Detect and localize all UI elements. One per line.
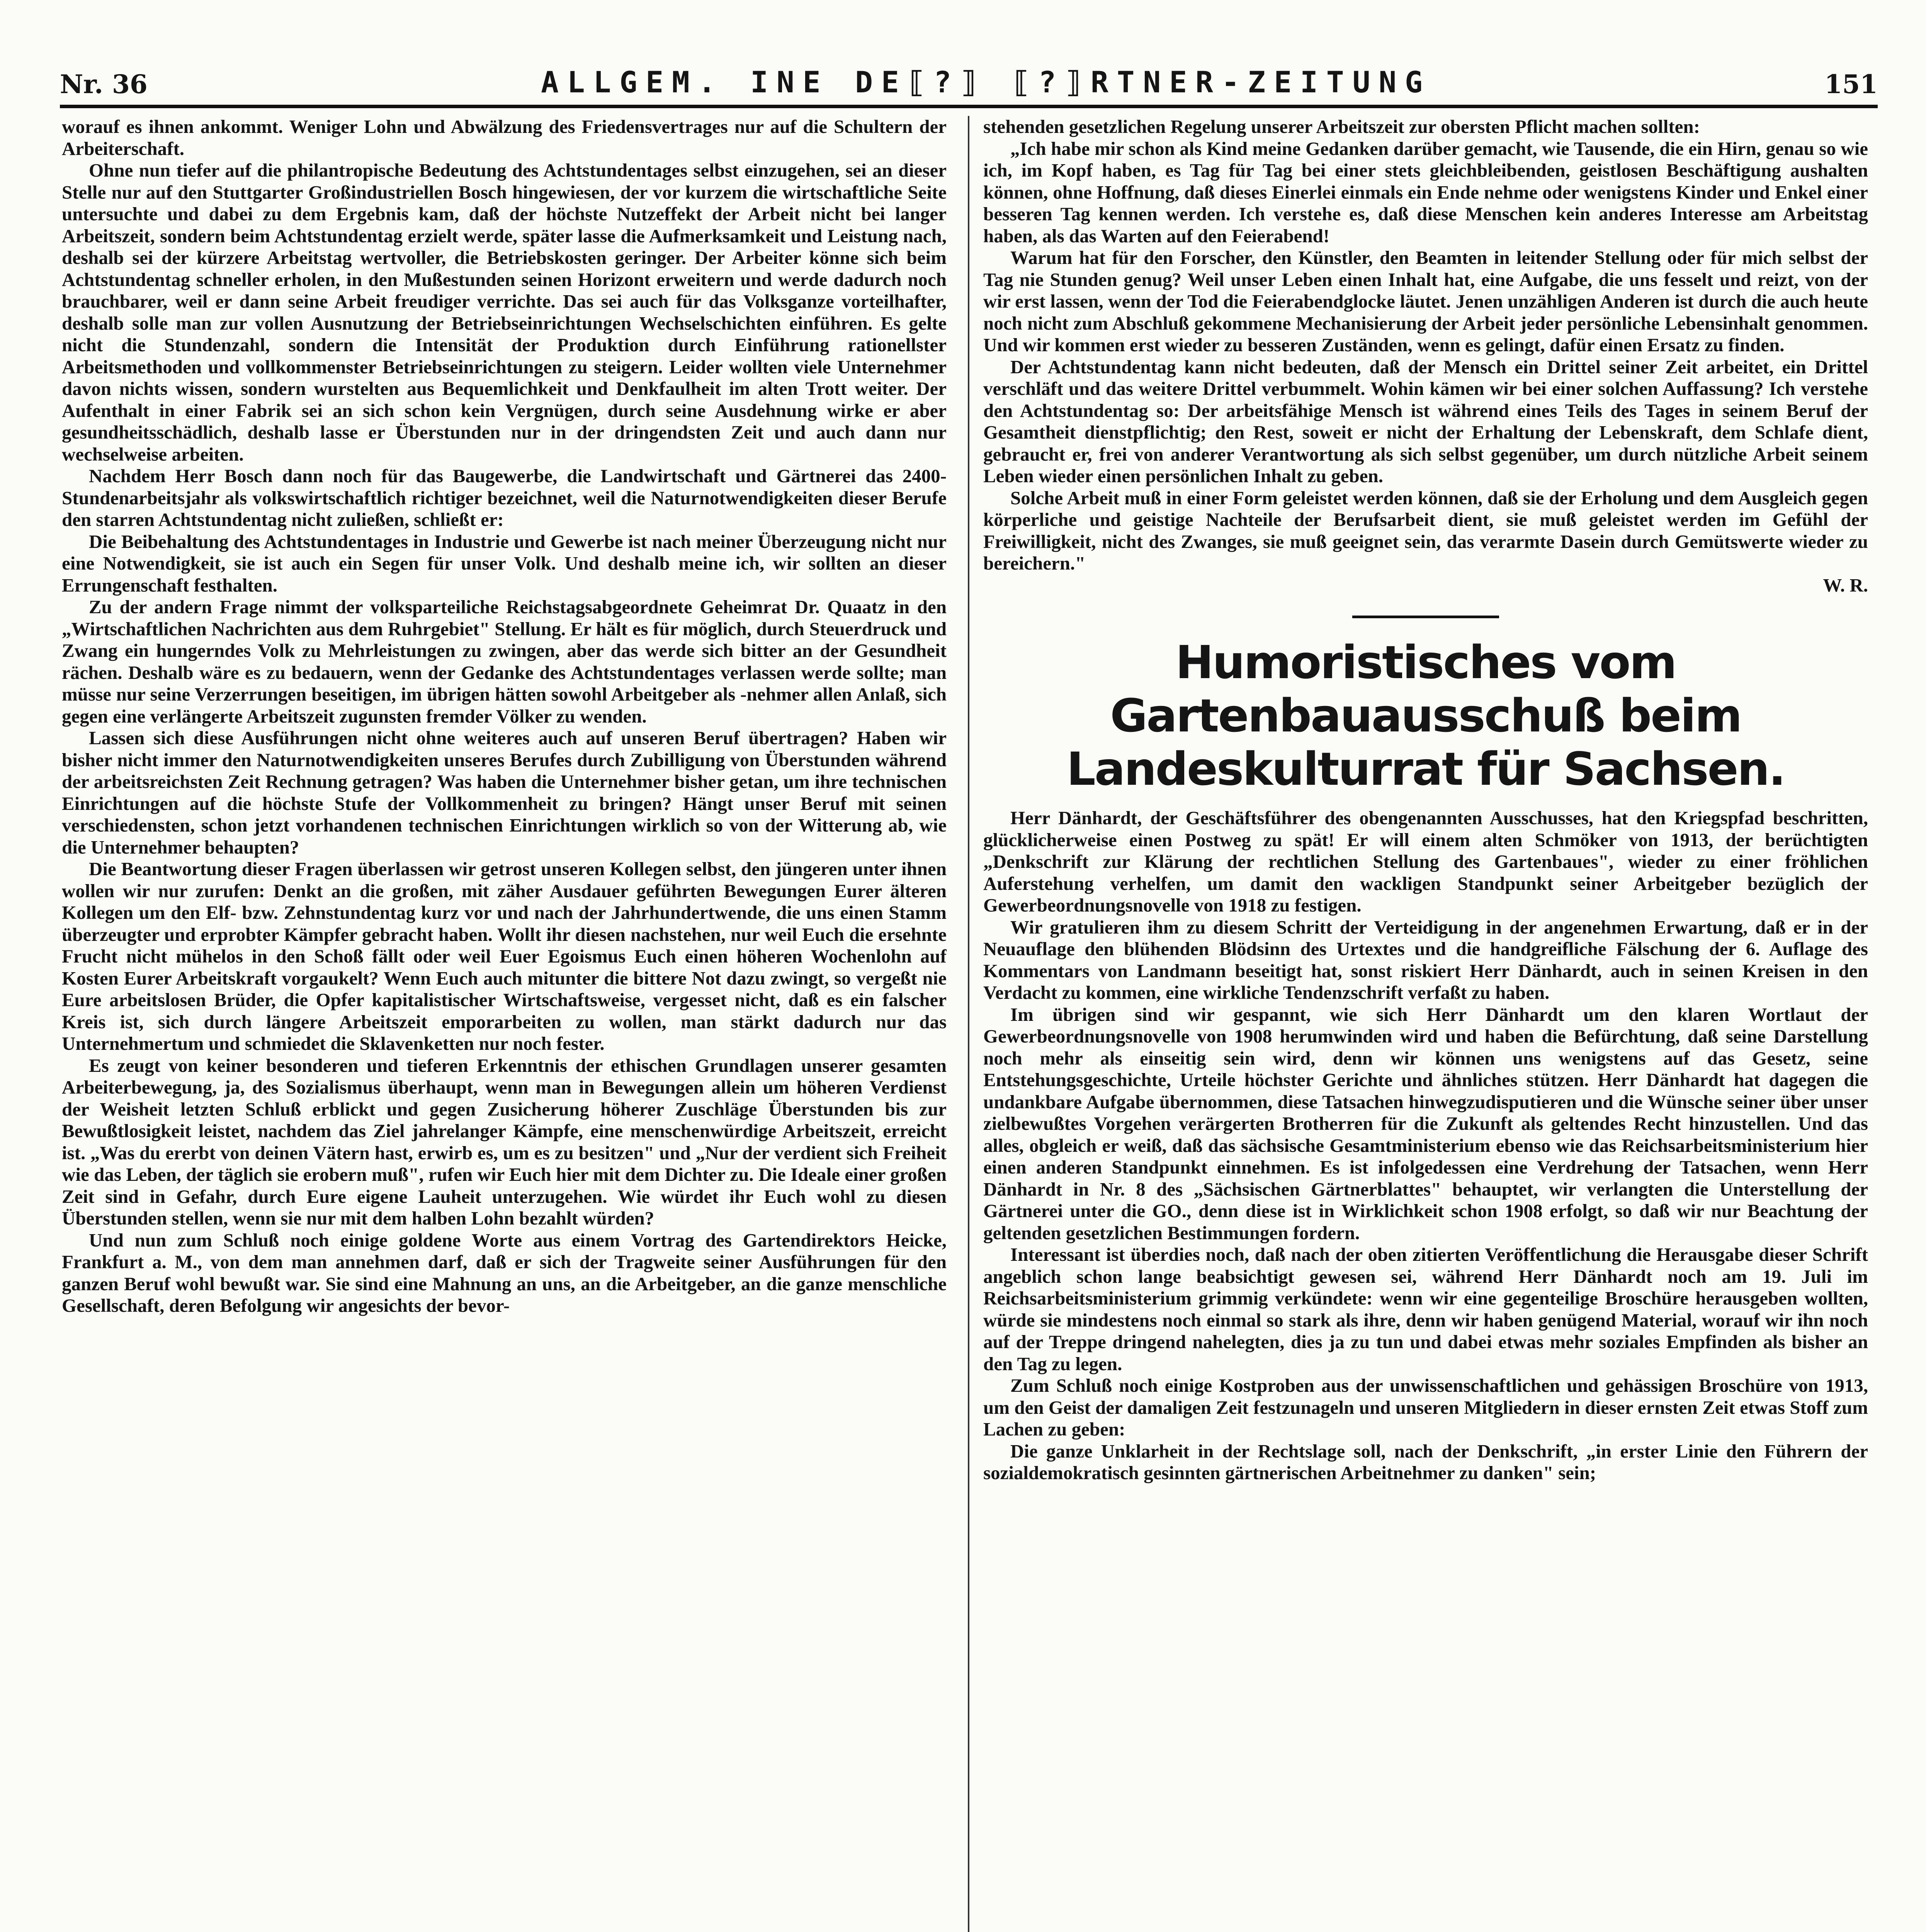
paragraph: Die Beantwortung dieser Fragen überlassen wir getrost unseren Kollegen selbst, den jüngeren unter ihnen wollen wir nur zurufen: Denkt an die großen, mit zäher Ausdauer geführten Bewegungen Eurer älteren Kollegen um den Elf- bzw. Zehnstundentag kurz vor und nach der Jahrhundertwende, die uns einen Stamm überzeugter und erprobter Kämpfer gebracht haben. Wollt ihr diesen nachstehen, nur weil Euch die ersehnte Frucht nicht mühelos in den Schoß fällt oder weil Euer Egoismus Euch einen höheren Wochenlohn auf Kosten Eurer Arbeitskraft vorgaukelt? Wenn Euch auch mitunter die bittere Not dazu zwingt, so vergeßt nie Eure arbeitslosen Brüder, die Opfer kapitalistischer Wirtschaftsweise, vergesset nicht, daß es ein falscher Kreis ist, sich durch längere Arbeitszeit emporarbeiten zu wollen, man stärkt dadurch nur das Unternehmertum und schmiedet die Sklavenketten nur noch fester.	[62, 858, 947, 1054]
section-rule	[1352, 616, 1499, 618]
quote-paragraph: Der Achtstundentag kann nicht bedeuten, daß der Mensch ein Drittel seiner Zeit arbeitet, ein Drittel verschläft und das weitere Drittel verbummelt. Wohin kämen wir bei einer solchen Auffassung? Ich verstehe den Achtstundentag so: Der arbeitsfähige Mensch ist während eines Teils des Tages in seinem Beruf der Gesamtheit dienstpflichtig; den Rest, soweit er nicht der Erhaltung der Lebenskraft, dem Schlafe dient, gebraucht er, frei von anderer Verantwortung als sich selbst gegenüber, um durch nützliche Arbeit seinem Leben wieder einen persönlichen Inhalt zu geben.	[983, 356, 1868, 486]
column-divider	[968, 116, 969, 1932]
paragraph: stehenden gesetzlichen Regelung unserer Arbeitszeit zur obersten Pflicht machen sollten:	[983, 116, 1700, 137]
issue-number: Nr. 36	[60, 69, 148, 99]
paragraph: Interessant ist überdies noch, daß nach der oben zitierten Veröffentlichung die Herausgabe dieser Schrift angeblich schon lange beabsichtigt gewesen sei, während Herr Dänhardt noch am 19. Juli im Reichsarbeitsministerium grimmig verkündete: wenn wir eine gegenteilige Broschüre herausgeben wollten, würde sie mindestens noch einmal so stark als ihre, denn wir haben genügend Material, worauf wir ihn noch auf der Treppe dringend nahelegten, dies ja zu tun und dabei etwas mehr soziales Empfinden als bisher an den Tag zu legen.	[983, 1244, 1868, 1374]
paragraph: Herr Dänhardt, der Geschäftsführer des obengenannten Ausschusses, hat den Kriegspfad beschritten, glücklicherweise einen Postweg zu spät! Er will einem alten Schmöker von 1913, der berüchtigten „Denkschrift zur Klärung der rechtlichen Stellung des Gartenbaues", wieder zu einer fröhlichen Auferstehung verhelfen, um damit den wackligen Standpunkt seiner Arbeitgeber bezüglich der Gewerbeordnungsnovelle von 1918 zu festigen.	[983, 807, 1868, 916]
headline-line-2: Landeskulturrat für Sachsen.	[1066, 742, 1785, 796]
page-number: 151	[1824, 69, 1878, 99]
headline-line-1: Humoristisches vom Gartenbauausschuß beim	[1110, 636, 1741, 742]
quote-paragraph: Solche Arbeit muß in einer Form geleistet werden können, daß sie der Erholung und dem Ausgleich gegen körperliche und geistige Nachteile der Berufsarbeit dient, sie muß geleistet werden im Gefühl der Freiwilligkeit, nicht des Zwanges, sie muß geeignet sein, das verarmte Dasein durch Gemütswerte wieder zu bereichern."	[983, 487, 1868, 574]
paragraph: Die ganze Unklarheit in der Rechtslage soll, nach der Denkschrift, „in erster Linie den Führern der sozialdemokratisch gesinnten gärtnerischen Arbeitnehmer zu danken" sein;	[983, 1440, 1868, 1483]
article-headline	[983, 636, 1868, 796]
paragraph: Die Beibehaltung des Achtstundentages in Industrie und Gewerbe ist nach meiner Überzeugung nicht nur eine Notwendigkeit, sie ist auch ein Segen für unser Volk. Und deshalb meine ich, wir sollten an dieser Errungenschaft festhalten.	[62, 531, 947, 596]
paragraph: worauf es ihnen ankommt. Weniger Lohn und Abwälzung des Friedensvertrages nur auf die Schultern der Arbeiterschaft.	[62, 116, 947, 159]
paragraph: Lassen sich diese Ausführungen nicht ohne weiteres auch auf unseren Beruf übertragen? Haben wir bisher nicht immer den Naturnotwendigkeiten unseres Berufes durch Zubilligung von Überstunden während der arbeitsreichsten Zeit Rechnung getragen? Was haben die Unternehmer bisher getan, um ihre technischen Einrichtungen auf die höchste Stufe der Vollkommenheit zu bringen? Hängt unser Beruf mit seinen verschiedensten, schon jetzt vorhandenen technischen Einrichtungen wirklich so von der Witterung ab, wie die Unternehmer behaupten?	[62, 727, 947, 858]
paragraph: Wir gratulieren ihm zu diesem Schritt der Verteidigung in der angenehmen Erwartung, daß er in der Neuauflage den blühenden Blödsinn des Urtextes und die handgreifliche Fälschung der 6. Auflage des Kommentars von Landmann beseitigt hat, sonst riskiert Herr Dänhardt, auch in seinen Kreisen in den Verdacht zu kommen, eine wirkliche Tendenzschrift verfaßt zu haben.	[983, 916, 1868, 1003]
right-column	[983, 116, 1868, 1932]
newspaper-title: ALLGEM. INE DE⟦?⟧ ⟦?⟧RTNER-ZEITUNG	[541, 65, 1431, 99]
paragraph: Es zeugt von keiner besonderen und tieferen Erkenntnis der ethischen Grundlagen unserer gesamten Arbeiterbewegung, ja, des Sozialismus überhaupt, wenn man in Bewegungen allein um höheren Verdienst der Weisheit letzten Schluß erblickt und gegen Zusicherung höherer Zuschläge Überstunden bis zur Bewußtlosigkeit leistet, nachdem das Ziel jahrelanger Kämpfe, eine menschenwürdige Arbeitszeit, erreicht ist. „Was du ererbt von deinen Vätern hast, erwirb es, um es zu besitzen" und „Nur der verdient sich Freiheit wie das Leben, der täglich sie erobern muß", rufen wir Euch hier mit dem Dichter zu. Die Ideale einer großen Zeit sind in Gefahr, durch Eure eigene Lauheit unterzugehen. Wie würdet ihr Euch wohl zu diesen Überstunden stellen, wenn sie nur mit dem halben Lohn bezahlt würden?	[62, 1054, 947, 1229]
left-column	[62, 116, 947, 1932]
paragraph: Und nun zum Schluß noch einige goldene Worte aus einem Vortrag des Gartendirektors Heicke, Frankfurt a. M., von dem man annehmen darf, daß er sich der Tragweite seiner Ausführungen für den ganzen Beruf wohl bewußt war. Sie sind eine Mahnung an uns, an die Arbeitgeber, an die ganze menschliche Gesellschaft, deren Befolgung wir angesichts der bevor-	[62, 1229, 947, 1316]
author-signature: W. R.	[1823, 574, 1868, 596]
quote-paragraph: Warum hat für den Forscher, den Künstler, den Beamten in leitender Stellung oder für mich selbst der Tag nie Stunden genug? Weil unser Leben einen Inhalt hat, eine Aufgabe, die uns fesselt und reizt, von der wir erst lassen, wenn der Tod die Feierabendglocke läutet. Jenen unzähligen Anderen ist durch die auch heute noch nicht zum Abschluß gekommene Mechanisierung der Arbeit jeder persönliche Lebensinhalt genommen. Und wir kommen erst wieder zu besseren Zuständen, wenn es gelingt, dafür einen Ersatz zu finden.	[983, 247, 1868, 355]
paragraph: Nachdem Herr Bosch dann noch für das Baugewerbe, die Landwirtschaft und Gärtnerei das 2400-Stundenarbeitsjahr als volkswirtschaftlich richtiger bezeichnet, weil die Naturnotwendigkeiten dieser Berufe den starren Achtstundentag nicht zuließen, schließt er:	[62, 465, 947, 530]
quote-paragraph: „Ich habe mir schon als Kind meine Gedanken darüber gemacht, wie Tausende, die ein Hirn, genau so wie ich, im Kopf haben, es Tag für Tag bei einer stets gleichbleibenden, geistlosen Beschäftigung aushalten können, ohne Hoffnung, daß dieses Einerlei einmals ein Ende nehme oder wenigstens Kinder und Enkel einer besseren Tag kennen werden. Ich verstehe es, daß diese Menschen kein anderes Interesse am Arbeitstag haben, als das Warten auf den Feierabend!	[983, 138, 1868, 247]
paragraph: Im übrigen sind wir gespannt, wie sich Herr Dänhardt um den klaren Wortlaut der Gewerbeordnungsnovelle von 1908 herumwinden wird und haben die Befürchtung, daß seine Darstellung noch mehr als einseitig sein wird, denn wir können uns wenigstens auf das Gesetz, seine Entstehungsgeschichte, Urteile höchster Gerichte und ähnliches stützen. Herr Dänhardt hat dagegen die undankbare Aufgabe übernommen, diese Tatsachen hinwegzudisputieren und die Wünsche seiner über unser zielbewußtes Vorgehen verärgerten Brotherren für die Zukunft als geltendes Recht hinzustellen. Und das alles, obgleich er weiß, daß das sächsische Gesamtministerium ebenso wie das Reichsarbeitsministerium hier einen anderen Standpunkt einnehmen. Es ist infolgedessen eine Verdrehung der Tatsachen, wenn Herr Dänhardt in Nr. 8 des „Sächsischen Gärtnerblattes" behauptet, wir verlangten die Unterstellung der Gärtnerei unter die GO., denn diese ist in Wirklichkeit schon 1908 erfolgt, so daß wir nur Beachtung der geltenden gesetzlichen Bestimmungen fordern.	[983, 1003, 1868, 1243]
paragraph: Ohne nun tiefer auf die philantropische Bedeutung des Achtstundentages selbst einzugehen, sei an dieser Stelle nur auf den Stuttgarter Großindustriellen Bosch hingewiesen, der vor kurzem die wirtschaftliche Seite untersuchte und dabei zu dem Ergebnis kam, daß der höchste Nutzeffekt der Arbeit nicht bei langer Arbeitszeit, sondern beim Achtstundentag erzielt werde, später lasse die Aufmerksamkeit und Leistung nach, deshalb sei der kürzere Arbeitstag wertvoller, die Betriebskosten geringer. Der Arbeiter könne sich beim Achtstundentag schneller erholen, in den Mußestunden seinen Horizont erweitern und werde dadurch noch brauchbarer, weil er dann seine Arbeit freudiger verrichte. Das sei auch für das Volksganze vorteilhafter, deshalb solle man zur vollen Ausnutzung der Betriebseinrichtungen Wechselschichten einführen. Es gelte nicht die Stundenzahl, sondern die Intensität der Produktion durch Einführung rationellster Arbeitsmethoden und vollkommenster Betriebseinrichtungen zu steigern. Leider wollten viele Unternehmer davon nichts wissen, sondern wurstelten aus Bequemlichkeit und Denkfaulheit im alten Trott weiter. Der Aufenthalt in einer Fabrik sei an sich schon kein Vergnügen, durch seine Ausdehnung wirke er aber gesundheitsschädlich, deshalb lasse er Überstunden nur in der dringendsten Zeit und auch dann nur wechselweise arbeiten.	[62, 160, 947, 465]
paragraph: Zum Schluß noch einige Kostproben aus der unwissenschaftlichen und gehässigen Broschüre von 1913, um den Geist der damaligen Zeit festzunageln und unseren Mitgliedern in dieser ernsten Zeit etwas Stoff zum Lachen zu geben:	[983, 1375, 1868, 1440]
page-header	[60, 66, 1878, 108]
paragraph: Zu der andern Frage nimmt der volksparteiliche Reichstagsabgeordnete Geheimrat Dr. Quaatz in den „Wirtschaftlichen Nachrichten aus dem Ruhrgebiet" Stellung. Er hält es für möglich, durch Steuerdruck und Zwang ein hungerndes Volk zu Mehrleistungen zu zwingen, aber das werde sich bitter an der Gesundheit rächen. Deshalb wäre es zu bedauern, wenn der Gedanke des Achtstundentages verlassen werde sollte; man müsse nur seine Verzerrungen beseitigen, im übrigen hätten sowohl Arbeitgeber als -nehmer allen Anlaß, sich gegen eine verlängerte Arbeitszeit zugunsten fremder Völker zu wenden.	[62, 596, 947, 727]
